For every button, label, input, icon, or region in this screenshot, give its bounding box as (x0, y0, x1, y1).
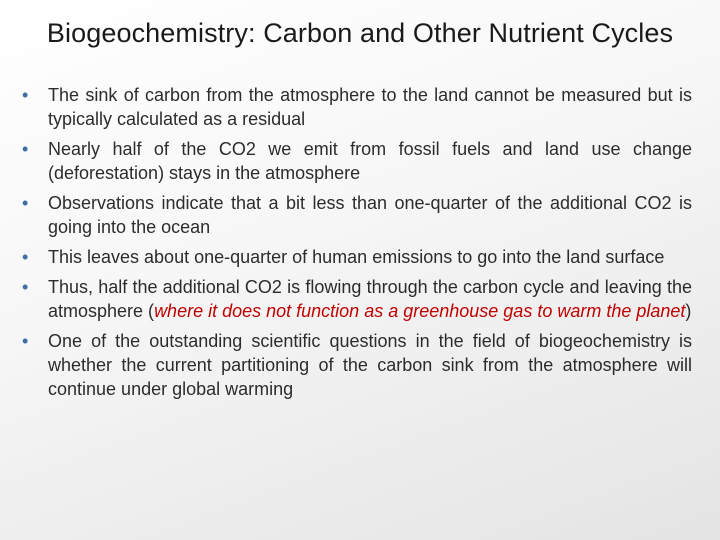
bullet-text-before: Thus, half the additional CO2 is flowing through the carbon cycle and leaving the atmosphere ( (48, 277, 692, 321)
bullet-text: This leaves about one-quarter of human emissions to go into the land surface (48, 247, 665, 267)
bullet-item (20, 329, 692, 401)
bullet-item (20, 191, 692, 239)
bullet-text: Nearly half of the CO2 we emit from fossil fuels and land use change (deforestation) stays in the atmosphere (48, 139, 692, 183)
bullet-item (20, 245, 692, 269)
bullet-text: The sink of carbon from the atmosphere to the land cannot be measured but is typically calculated as a residual (48, 85, 692, 129)
bullet-item (20, 137, 692, 185)
emphasis-text: where it does not function as a greenhouse gas to warm the planet (154, 301, 686, 321)
bullet-text-after: ) (685, 301, 692, 321)
slide-title: Biogeochemistry: Carbon and Other Nutrient Cycles (46, 18, 674, 48)
bullet-marker: • (22, 139, 29, 159)
bullet-marker: • (22, 277, 29, 297)
bullet-item (20, 275, 692, 323)
bullet-text (48, 277, 692, 321)
bullet-marker: • (22, 193, 29, 213)
bullet-text: Observations indicate that a bit less than one-quarter of the additional CO2 is going into the ocean (48, 193, 692, 237)
bullet-marker: • (22, 85, 29, 105)
bullet-text: One of the outstanding scientific questions in the field of biogeochemistry is whether the current partitioning of the carbon sink from the atmosphere will continue under global warming (48, 331, 692, 399)
bullet-list (20, 83, 692, 407)
bullet-marker: • (22, 247, 29, 267)
bullet-marker: • (22, 331, 29, 351)
bullet-item (20, 83, 692, 131)
